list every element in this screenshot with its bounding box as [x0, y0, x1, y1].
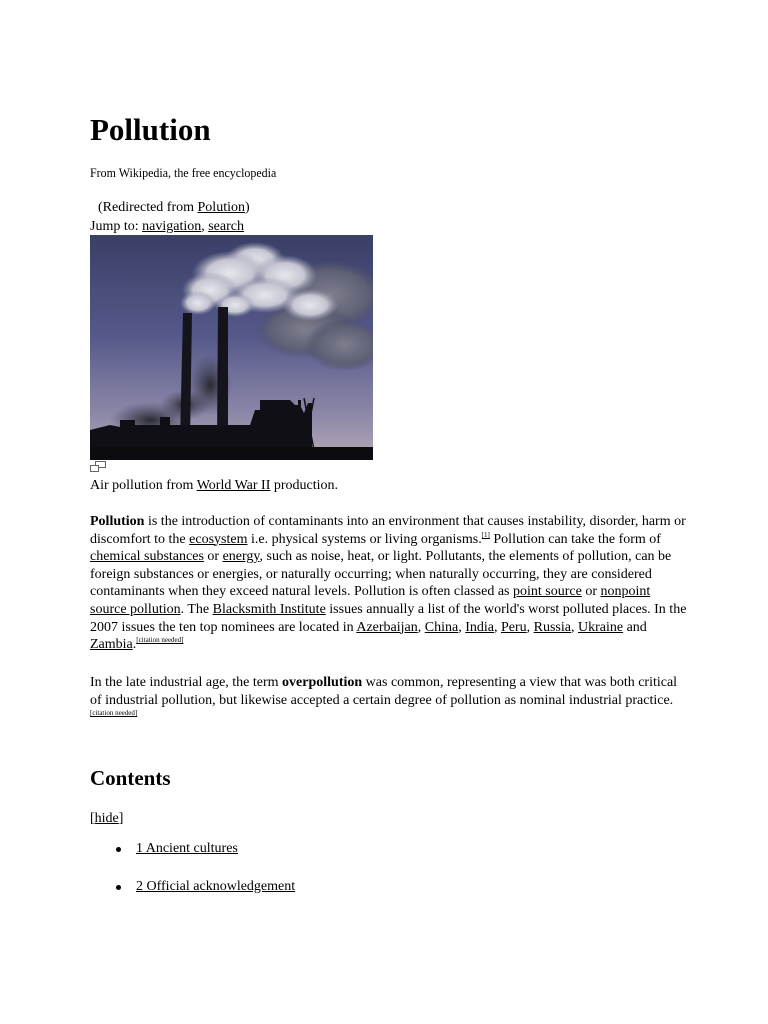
peru-link[interactable]: Peru	[500, 619, 527, 635]
site-subtitle: From Wikipedia, the free encyclopedia	[90, 165, 277, 180]
jump-separator: ,	[201, 219, 209, 234]
energy-link[interactable]: energy	[222, 549, 260, 565]
text: issues annually a list of the world's worst polluted places. In the 2007 issues the ten top nominees are located in	[90, 601, 687, 635]
bracket: ]	[118, 811, 124, 826]
toc-hide-link[interactable]: hide	[94, 811, 119, 826]
enlarge-icon[interactable]	[90, 459, 106, 470]
text: and	[623, 619, 647, 635]
toc-item	[112, 840, 295, 878]
citation-needed-link[interactable]: [citation needed]	[90, 709, 138, 718]
jump-navigation-link[interactable]: navigation	[142, 219, 202, 234]
toc-link-official-acknowledgement[interactable]: 2 Official acknowledgement	[136, 879, 296, 894]
chemical-substances-link[interactable]: chemical substances	[90, 549, 204, 565]
smokestack-image	[90, 235, 373, 460]
intro-paragraph	[90, 513, 690, 654]
ukraine-link[interactable]: Ukraine	[577, 619, 624, 635]
figure-caption	[90, 477, 338, 494]
india-link[interactable]: India	[465, 619, 494, 635]
text: Pollution can take the form of	[489, 531, 661, 547]
point-source-link[interactable]: point source	[513, 584, 582, 600]
text: ,	[417, 619, 425, 635]
zambia-link[interactable]: Zambia	[90, 637, 133, 653]
toc-item	[112, 878, 295, 916]
reference-1-link[interactable]: [1]	[481, 530, 490, 539]
world-war-ii-link[interactable]: World War II	[196, 478, 271, 493]
caption-text-end: production.	[270, 478, 339, 493]
text: ,	[570, 619, 578, 635]
text: .	[132, 637, 137, 653]
text: ,	[526, 619, 534, 635]
bullet-icon	[116, 885, 121, 890]
redirect-prefix: (Redirected from	[98, 200, 198, 215]
text: or	[203, 549, 223, 565]
text: or	[581, 584, 601, 600]
jump-prefix: Jump to:	[90, 219, 143, 234]
nonpoint-source-pollution-link[interactable]: nonpoint source pollution	[90, 584, 651, 617]
table-of-contents	[112, 840, 295, 916]
contents-heading: Contents	[90, 766, 171, 790]
text: was common, representing a view that was both critical of industrial pollution, but likewise accepted a certain degree of pollution as nominal industrial practice.	[90, 675, 678, 708]
text: . The	[180, 601, 213, 617]
text: In the late industrial age, the term	[90, 675, 283, 690]
citation-needed-link[interactable]: [citation needed]	[136, 636, 184, 645]
china-link[interactable]: China	[424, 619, 459, 635]
jump-search-link[interactable]: search	[208, 219, 244, 234]
overpollution-paragraph	[90, 674, 690, 727]
text: ,	[458, 619, 466, 635]
redirect-source-link[interactable]: Polution	[197, 200, 245, 215]
page-title: Pollution	[90, 112, 211, 147]
text: ,	[493, 619, 501, 635]
bullet-icon	[116, 847, 121, 852]
text: i.e. physical systems or living organisms.	[247, 531, 482, 547]
azerbaijan-link[interactable]: Azerbaijan	[356, 619, 418, 635]
redirect-notice	[98, 199, 250, 216]
redirect-suffix: )	[244, 200, 250, 215]
text: is the introduction of contaminants into an environment that causes instability, disorder, harm or discomfort to the	[90, 514, 686, 547]
text: , such as noise, heat, or light. Pollutants, the elements of pollution, can be foreign substances or energies, or naturally occurring; when naturally occurring, they are considered contaminants when they exceed natural levels. Pollution is often classed as	[90, 549, 672, 600]
ecosystem-link[interactable]: ecosystem	[189, 531, 248, 547]
bracket: [	[90, 811, 95, 826]
bold-term-overpollution: overpollution	[282, 675, 363, 690]
jump-to-links	[90, 218, 244, 235]
caption-text: Air pollution from	[90, 478, 197, 493]
russia-link[interactable]: Russia	[533, 619, 571, 635]
toc-link-ancient-cultures[interactable]: 1 Ancient cultures	[136, 841, 238, 856]
blacksmith-institute-link[interactable]: Blacksmith Institute	[212, 601, 326, 617]
toc-toggle	[90, 810, 123, 827]
bold-term-pollution: Pollution	[90, 514, 145, 529]
pollution-photo[interactable]	[90, 235, 373, 460]
